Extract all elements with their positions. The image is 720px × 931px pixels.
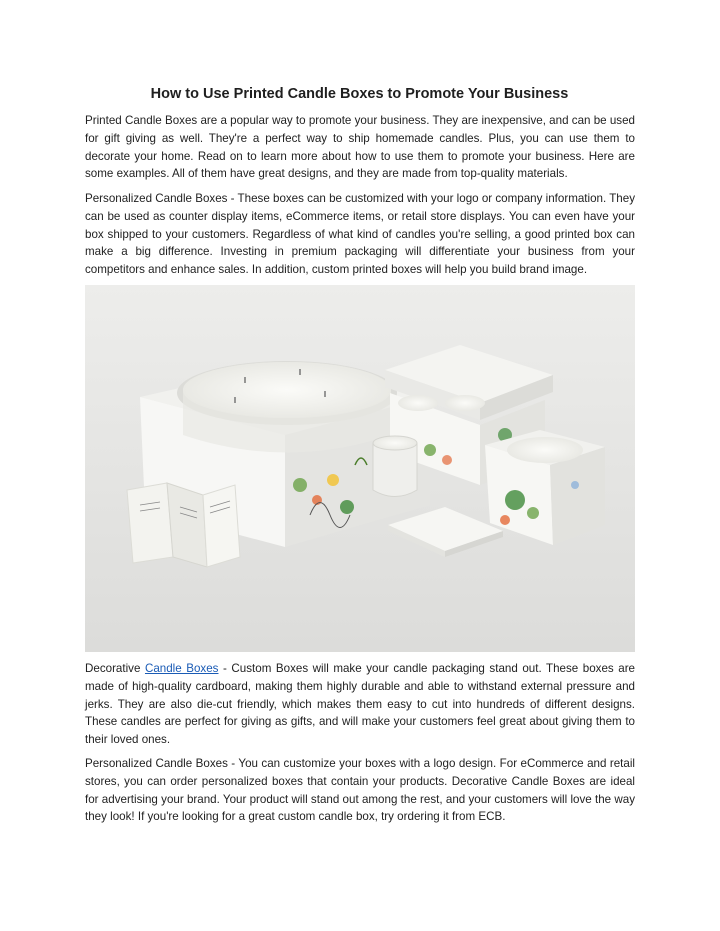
decorative-boxes-paragraph	[85, 660, 635, 749]
paragraph-suffix: - Custom Boxes will make your candle packaging stand out. These boxes are made of high-quality cardboard, making them highly durable and able to withstand external pressure and jerks. They are also die-cut friendly, which makes them easy to cut into hundreds of different designs. These candles are perfect for giving as gifts, and will make your customers feel great about giving them to their loved ones.	[85, 662, 636, 747]
personalized-boxes-paragraph: Personalized Candle Boxes - These boxes can be customized with your logo or company information. They can be used as counter display items, eCommerce items, or retail store displays. You can even have your box shipped to your customers. Regardless of what kind of candles you're selling, a good printed box can make a big difference. Investing in premium packaging will differentiate your business from your competitors and enhance sales. In addition, custom printed boxes will help you build brand image.	[85, 192, 635, 277]
intro-paragraph: Printed Candle Boxes are a popular way to promote your business. They are inexpensive, and can be used for gift giving as well. They're a perfect way to ship homemade candles. Plus, you can use them to decorate your home. Read on to learn more about how to use them to promote your business. Here are some examples. All of them have great designs, and they are made from top-quality materials.	[85, 114, 635, 181]
folded-leaflet	[127, 483, 240, 567]
logo-design-paragraph: Personalized Candle Boxes - You can customize your boxes with a logo design. For eCommerce and retail stores, you can order personalized boxes that contain your products. Decorative Candle Boxes are ideal for advertising your brand. Your product will stand out among the rest, and your customers will love the way they look! If you're looking for a great custom candle box, try ordering it from ECB.	[85, 757, 635, 824]
candle-boxes-photo	[85, 285, 635, 652]
paragraph-prefix: Decorative	[85, 662, 145, 675]
candle-boxes-link[interactable]: Candle Boxes	[144, 662, 219, 675]
article-title: How to Use Printed Candle Boxes to Promote Your Business	[150, 86, 569, 102]
glass-candle	[373, 436, 417, 497]
